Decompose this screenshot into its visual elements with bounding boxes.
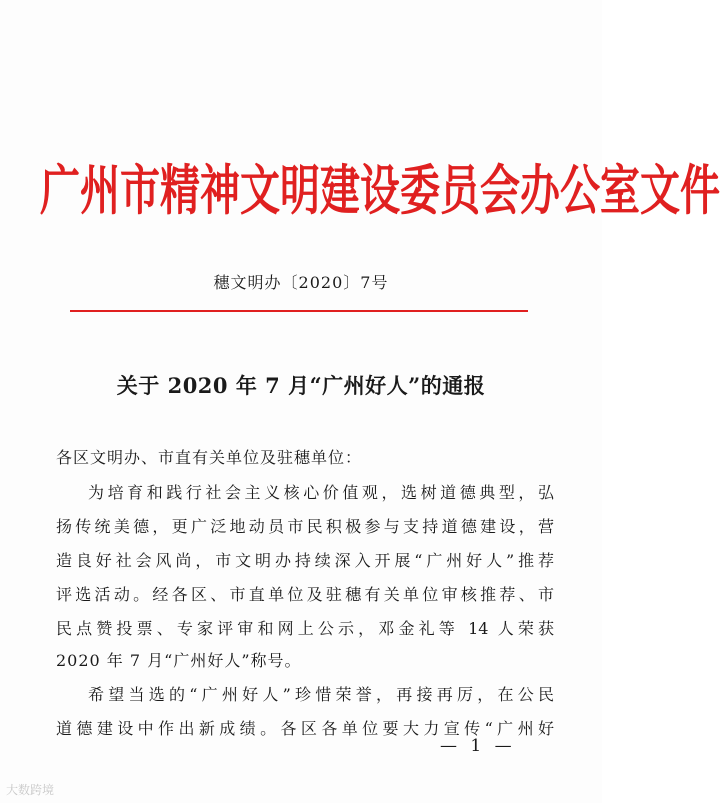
body-paragraph-1-line-2: 扬传统美德，更广泛地动员市民积极参与支持道德建设，营	[56, 517, 554, 536]
notice-title: 关于 2020 年 7 月“广州好人”的通报	[116, 373, 486, 398]
body-paragraph-1-line-3: 造良好社会风尚，市文明办持续深入开展“广州好人”推荐	[56, 551, 554, 570]
issuing-authority-title: 广州市精神文明建设委员会办公室文件	[40, 158, 720, 223]
body-paragraph-1-line-1: 为培育和践行社会主义核心价值观，选树道德典型，弘	[88, 483, 554, 502]
page-number: — 1 —	[440, 736, 516, 756]
body-paragraph-2-line-2: 道德建设中作出新成绩。各区各单位要大力宣传“广州好	[56, 719, 554, 738]
source-watermark: 大数跨境	[6, 783, 55, 797]
body-paragraph-1-line-6: 2020 年 7 月“广州好人”称号。	[56, 651, 302, 670]
body-paragraph-1-line-5: 民点赞投票、专家评审和网上公示，邓金礼等 14 人荣获	[56, 619, 554, 638]
document-number: 穗文明办〔2020〕7号	[213, 273, 389, 292]
body-paragraph-2-line-1: 希望当选的“广州好人”珍惜荣誉，再接再厉，在公民	[88, 685, 554, 704]
salutation: 各区文明办、市直有关单位及驻穗单位：	[56, 448, 363, 467]
body-paragraph-1-line-4: 评选活动。经各区、市直单位及驻穗有关单位审核推荐、市	[56, 585, 554, 604]
red-divider-line	[70, 310, 528, 312]
